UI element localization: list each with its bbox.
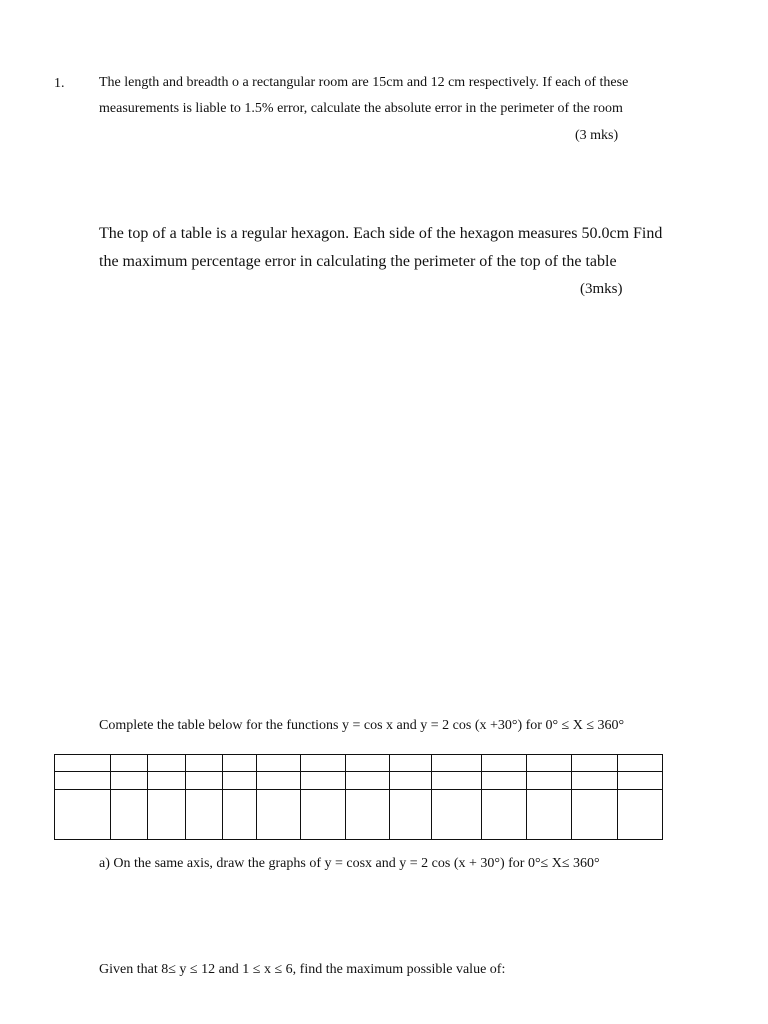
table-cell [390,772,431,790]
table-cell [223,755,257,772]
table-row [55,772,663,790]
table-cell [301,790,346,840]
table-cell [481,755,526,772]
table-cell [571,755,617,772]
table-cell [55,755,111,772]
table-cell [526,790,571,840]
question-3-part-a: a) On the same axis, draw the graphs of y = cosx and y = 2 cos (x + 30°) for 0°≤ X≤ 360° [99,856,600,871]
question-2-text-line-1: The top of a table is a regular hexagon. Each side of the hexagon measures 50.0cm Find [99,225,663,242]
table-cell [257,772,301,790]
table-cell [148,755,186,772]
table-cell [346,790,390,840]
table-cell [526,772,571,790]
table-cell [257,755,301,772]
table-cell [148,790,186,840]
question-4-intro: Given that 8≤ y ≤ 12 and 1 ≤ x ≤ 6, find the maximum possible value of: [99,962,506,977]
table-cell [55,772,111,790]
table-cell [346,772,390,790]
table-cell [617,755,662,772]
table-cell [571,772,617,790]
table-cell [431,772,481,790]
table-cell [481,772,526,790]
values-table [54,754,663,840]
table-cell [111,755,148,772]
table-cell [617,790,662,840]
table-cell [617,772,662,790]
table-cell [186,772,223,790]
table-cell [223,772,257,790]
question-1-marks: (3 mks) [575,128,619,143]
question-2-text-line-2: the maximum percentage error in calculating the perimeter of the top of the table [99,253,617,270]
table-cell [223,790,257,840]
table-cell [186,755,223,772]
table-cell [257,790,301,840]
question-1-number: 1. [54,76,65,91]
table-cell [111,772,148,790]
table-cell [111,790,148,840]
table-cell [186,790,223,840]
question-1-text-line-1: The length and breadth o a rectangular room are 15cm and 12 cm respectively. If each of these [99,75,629,90]
table-cell [481,790,526,840]
table-cell [346,755,390,772]
table-cell [148,772,186,790]
table-cell [571,790,617,840]
table-cell [526,755,571,772]
table-row [55,755,663,772]
table-row [55,790,663,840]
question-3-intro: Complete the table below for the functions y = cos x and y = 2 cos (x +30°) for 0° ≤ X ≤ 360° [99,718,625,733]
table-cell [301,755,346,772]
question-2-marks: (3mks) [580,281,623,297]
table-cell [431,755,481,772]
question-1-text-line-2: measurements is liable to 1.5% error, calculate the absolute error in the perimeter of the room [99,101,623,116]
table-cell [301,772,346,790]
table-cell [55,790,111,840]
table-cell [390,755,431,772]
table-cell [431,790,481,840]
table-cell [390,790,431,840]
